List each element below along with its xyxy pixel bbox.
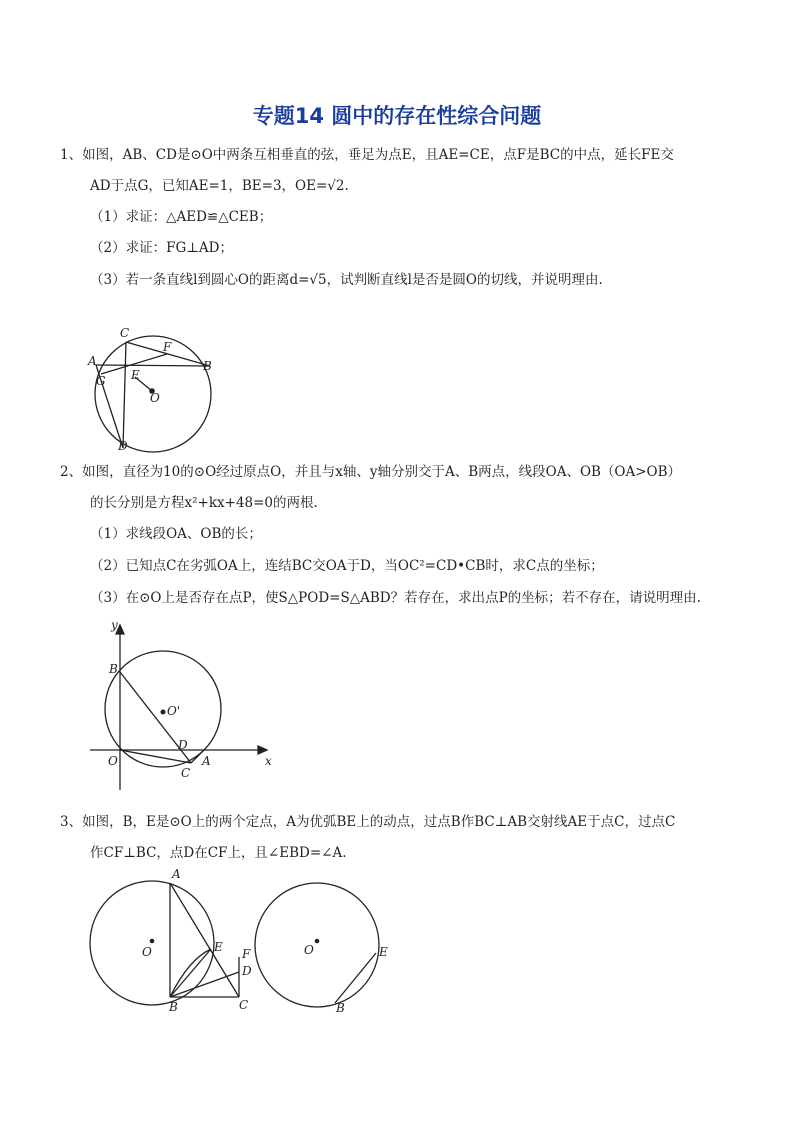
label-o-prime: O' <box>167 704 181 718</box>
label-a: A <box>172 867 181 881</box>
label-o: O <box>108 754 118 768</box>
problem-2-part-3: （3）在⊙O上是否存在点P，使S△POD=S△ABD？若存在，求出点P的坐标；若不存在，请说明理由. <box>90 590 701 606</box>
problem-3-figure <box>85 865 395 1015</box>
problem-3-line-1: 3、如图，B，E是⊙O上的两个定点，A为优弧BE上的动点，过点B作BC⊥AB交射线AE于点C，过点C <box>60 814 676 830</box>
center-dot <box>161 710 166 715</box>
label-y: y <box>111 618 118 632</box>
label-b: B <box>203 359 212 373</box>
problem-2-line-1: 2、如图，直径为10的⊙O经过原点O，并且与x轴、y轴分别交于A、B两点，线段OA、OB（OA>OB） <box>60 464 682 480</box>
label-c: C <box>181 766 191 780</box>
problem-2-part-1: （1）求线段OA、OB的长； <box>90 526 262 542</box>
label-b-right: B <box>336 1001 345 1015</box>
label-e-left: E <box>214 940 223 954</box>
label-c: C <box>120 326 130 340</box>
problem-1-part-2: （2）求证：FG⊥AD； <box>90 240 234 256</box>
center-dot-left <box>150 939 155 944</box>
problem-1-part-3: （3）若一条直线l到圆心O的距离d=√5，试判断直线l是否是圆O的切线，并说明理由. <box>90 272 603 288</box>
label-e-right: E <box>379 945 388 959</box>
label-d: D <box>178 738 188 752</box>
label-b-left: B <box>169 1000 178 1014</box>
problem-1-line-2: AD于点G，已知AE=1，BE=3，OE=√2. <box>90 178 349 194</box>
label-f: F <box>163 340 172 354</box>
label-b: B <box>109 662 118 676</box>
label-f: F <box>242 947 251 961</box>
problem-2-figure <box>85 615 285 795</box>
problem-2-part-2: （2）已知点C在劣弧OA上，连结BC交OA于D，当OC²=CD•CB时，求C点的坐标； <box>90 558 604 574</box>
center-dot-right <box>315 939 320 944</box>
label-a: A <box>202 754 211 768</box>
page-title: 专题14 圆中的存在性综合问题 <box>252 104 542 128</box>
label-g: G <box>96 374 106 388</box>
label-c: C <box>239 998 249 1012</box>
label-e: E <box>131 368 140 382</box>
problem-1-part-1: （1）求证：△AED≌△CEB； <box>90 209 273 225</box>
label-d: D <box>118 439 128 453</box>
label-d: D <box>242 964 252 978</box>
problem-2-line-2: 的长分别是方程x²+kx+48=0的两根. <box>90 495 318 511</box>
chord-cd <box>123 342 126 448</box>
label-a: A <box>88 354 97 368</box>
label-o: O <box>150 391 160 405</box>
label-o-left: O <box>142 945 152 959</box>
label-o-right: O <box>304 943 314 957</box>
problem-3-line-2: 作CF⊥BC，点D在CF上，且∠EBD=∠A. <box>90 845 347 861</box>
x-axis-arrow <box>258 746 267 754</box>
problem-1-figure <box>82 322 232 457</box>
problem-1-line-1: 1、如图，AB、CD是⊙O中两条互相垂直的弦，垂足为点E，且AE=CE，点F是BC的中点，延长FE交 <box>60 147 674 163</box>
circle-o-right <box>255 883 379 1007</box>
chord-ab <box>96 365 210 366</box>
label-x: x <box>265 754 272 768</box>
